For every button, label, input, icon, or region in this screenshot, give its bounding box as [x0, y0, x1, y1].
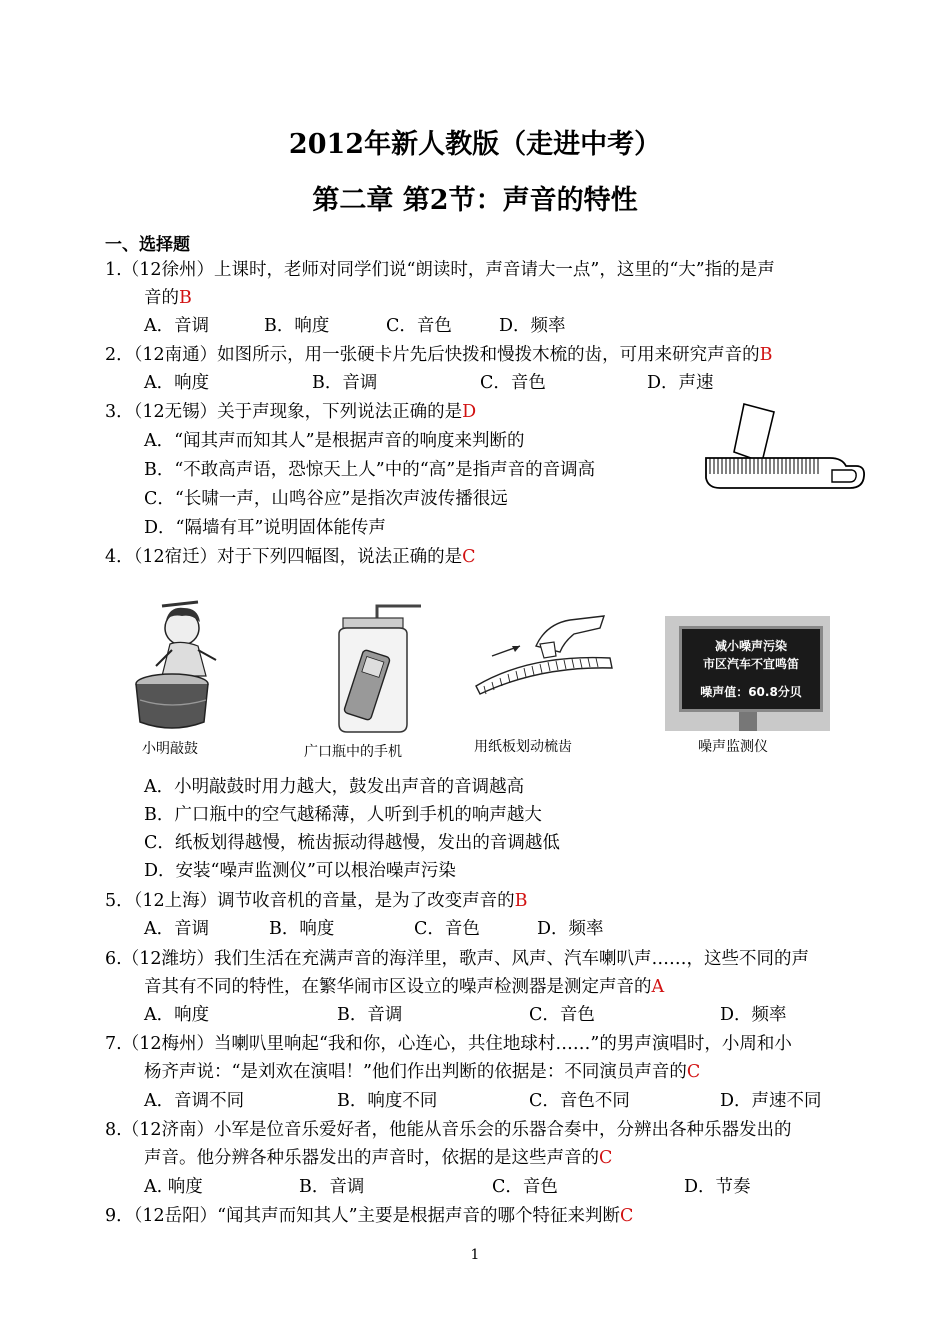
noise-monitor-figure	[665, 616, 830, 731]
comb-card-figure	[700, 400, 870, 500]
q8-line2: 声音。他分辨各种乐器发出的声音时，依据的是这些声音的C	[144, 1148, 613, 1168]
page-number: 1	[470, 1247, 480, 1263]
q5-option-c: C．音色	[414, 919, 480, 939]
q8-option-c: C．音色	[492, 1177, 558, 1197]
sign-line-2: 市区汽车不宜鸣笛	[702, 657, 799, 671]
q2-answer: B	[759, 345, 773, 365]
q4-option-c: C．纸板划得越慢，梳齿振动得越慢，发出的音调越低	[144, 833, 560, 853]
q1-answer: B	[179, 288, 192, 308]
q2-option-b: B．音调	[312, 373, 378, 393]
q2-option-a: A．响度	[144, 373, 210, 393]
q8-option-d: D．节奏	[684, 1177, 751, 1197]
q7-option-c: C．音色不同	[529, 1091, 630, 1111]
q4-option-a: A．小明敲鼓时用力越大，鼓发出声音的音调越高	[144, 777, 525, 797]
q3-line1: 3．（12无锡）关于声现象，下列说法正确的是D	[105, 402, 477, 422]
q1-option-b: B．响度	[264, 316, 330, 336]
q9-answer: C	[620, 1206, 634, 1226]
drum-figure	[132, 600, 222, 735]
q7-option-d: D．声速不同	[720, 1091, 822, 1111]
q4-option-d: D．安装“噪声监测仪”可以根治噪声污染	[144, 861, 456, 881]
q1-line1: 1.（12徐州）上课时，老师对同学们说“朗读时，声音请大一点”，这里的“大”指的是声	[105, 260, 775, 280]
comb-icon	[706, 458, 864, 488]
q2-option-d: D．声速	[647, 373, 714, 393]
comb-icon	[476, 658, 612, 694]
hand-comb-figure	[470, 606, 620, 716]
q8-option-a: A. 响度	[144, 1177, 203, 1197]
q6-option-c: C．音色	[529, 1005, 595, 1025]
caption-monitor: 噪声监测仪	[698, 739, 768, 755]
q7-option-b: B．响度不同	[337, 1091, 438, 1111]
q3-option-a: A．“闻其声而知其人”是根据声音的响度来判断的	[144, 431, 525, 451]
q6-option-b: B．音调	[337, 1005, 403, 1025]
q2-option-c: C．音色	[480, 373, 546, 393]
q3-option-c: C．“长啸一声，山鸣谷应”是指次声波传播很远	[144, 489, 508, 509]
page-subtitle: 第二章 第2节：声音的特性	[312, 185, 638, 216]
sign-pole	[739, 712, 757, 731]
q8-line1: 8.（12济南）小军是位音乐爱好者，他能从音乐会的乐器合奏中，分辨出各种乐器发出的	[105, 1120, 792, 1140]
q7-options	[144, 1087, 844, 1115]
q1-option-a: A．音调	[144, 316, 210, 336]
section-heading: 一、选择题	[105, 235, 190, 255]
caption-jar: 广口瓶中的手机	[304, 744, 402, 760]
q4-answer: C	[462, 547, 476, 567]
noise-display-screen	[679, 626, 823, 712]
boy-icon	[156, 602, 216, 676]
q5-option-a: A．音调	[144, 919, 210, 939]
q9-line1: 9．（12岳阳）“闻其声而知其人”主要是根据声音的哪个特征来判断C	[105, 1206, 634, 1226]
q3-option-d: D．“隔墙有耳”说明固体能传声	[144, 518, 386, 538]
jar-phone-figure	[325, 600, 425, 735]
q6-answer: A	[651, 977, 665, 997]
q1-line2: 音的B	[144, 288, 192, 308]
q2-options	[144, 369, 844, 397]
q1-option-c: C．音色	[386, 316, 452, 336]
page-title: 2012年新人教版（走进中考）	[288, 129, 662, 160]
q6-options	[144, 1001, 844, 1029]
q5-options	[144, 915, 744, 943]
q7-option-a: A．音调不同	[144, 1091, 245, 1111]
q6-line1: 6.（12潍坊）我们生活在充满声音的海洋里，歌声、风声、汽车喇叭声……，这些不同的声	[105, 949, 809, 969]
q8-option-b: B．音调	[299, 1177, 365, 1197]
q5-option-b: B．响度	[269, 919, 335, 939]
sign-line-1: 减小噪声污染	[714, 639, 787, 653]
q6-option-d: D．频率	[720, 1005, 787, 1025]
sign-line-3: 噪声值：60.8分贝	[700, 685, 802, 699]
q3-answer: D	[462, 402, 477, 422]
q4-option-b: B．广口瓶中的空气越稀薄，人听到手机的响声越大	[144, 805, 542, 825]
q2-line1: 2．（12南通）如图所示，用一张硬卡片先后快拨和慢拨木梳的齿，可用来研究声音的B	[105, 345, 773, 365]
q5-line1: 5．（12上海）调节收音机的音量，是为了改变声音的B	[105, 891, 528, 911]
q4-line1: 4．（12宿迁）对于下列四幅图，说法正确的是C	[105, 547, 476, 567]
q5-answer: B	[514, 891, 528, 911]
q1-options	[144, 312, 744, 340]
drum-icon	[136, 674, 208, 728]
q8-options	[144, 1173, 844, 1201]
q5-option-d: D．频率	[537, 919, 604, 939]
q1-option-d: D．频率	[499, 316, 566, 336]
caption-drum: 小明敲鼓	[142, 741, 198, 757]
q6-line2: 音其有不同的特性，在繁华闹市区设立的噪声检测器是测定声音的A	[144, 977, 665, 997]
q8-answer: C	[599, 1148, 613, 1168]
card-icon	[734, 404, 774, 462]
q7-line2: 杨齐声说：“是刘欢在演唱！”他们作出判断的依据是：不同演员声音的C	[144, 1062, 701, 1082]
hand-icon	[536, 616, 604, 658]
q3-option-b: B．“不敢高声语，恐惊天上人”中的“高”是指声音的音调高	[144, 460, 596, 480]
caption-comb: 用纸板划动梳齿	[474, 739, 572, 755]
q7-answer: C	[686, 1062, 701, 1082]
arrow-icon	[492, 646, 520, 656]
q7-line1: 7.（12梅州）当喇叭里响起“我和你，心连心，共住地球村……”的男声演唱时，小周和小	[105, 1034, 792, 1054]
q6-option-a: A．响度	[144, 1005, 210, 1025]
